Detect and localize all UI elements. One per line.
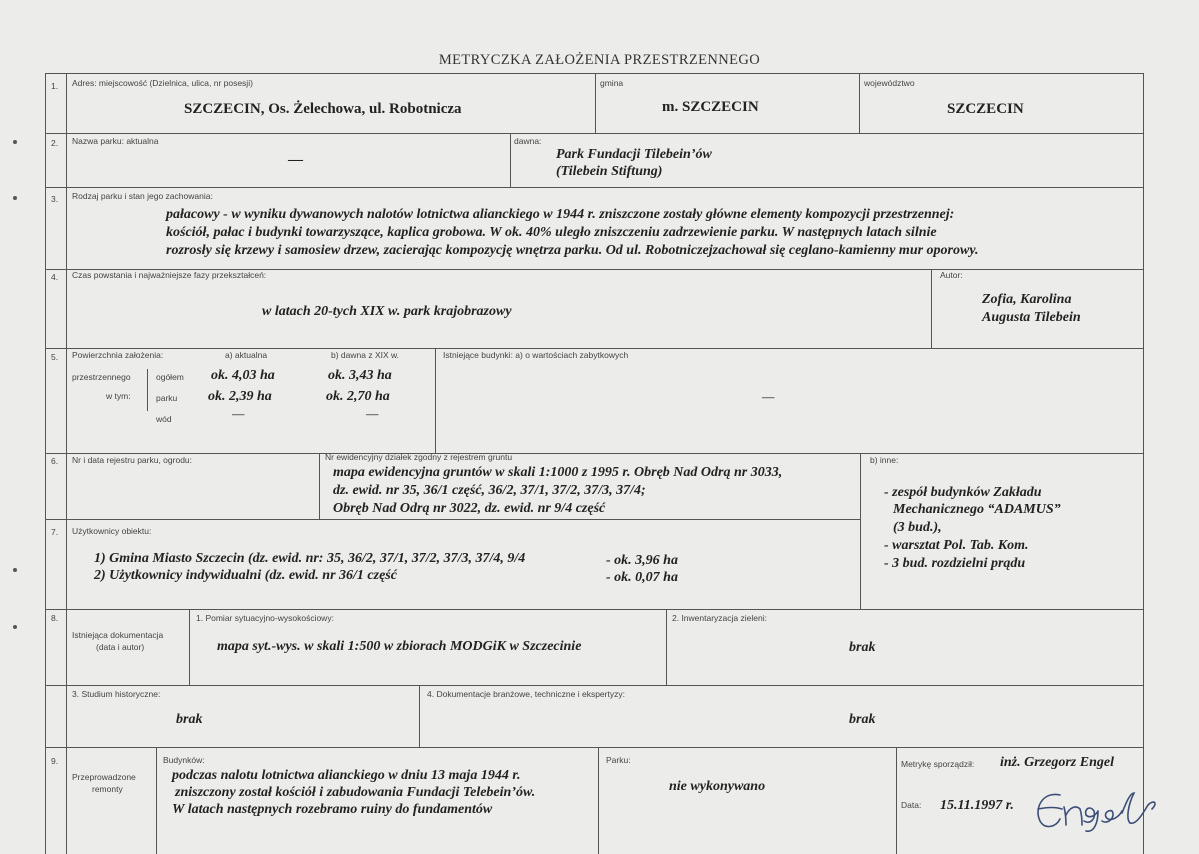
expert-docs-label: 4. Dokumentacje branżowe, techniczne i ekspertyzy:	[427, 689, 625, 699]
user-area: - ok. 3,96 ha	[606, 553, 678, 568]
park-renovation-label: Parku:	[606, 755, 631, 765]
area-total-current: ok. 4,03 ha	[211, 368, 275, 383]
park-condition-line: rozrosły się krzewy i samosiew drzew, zacierając kompozycję wnętrza parku. Od ul. Robotniczejzachował się ceglano-kamienny mur oporowy.	[166, 243, 979, 258]
section-number: 2.	[51, 138, 59, 148]
area-park-former: ok. 2,70 ha	[326, 389, 390, 404]
other-line: (3 bud.),	[893, 520, 942, 535]
other-line: - warsztat Pol. Tab. Kom.	[884, 538, 1029, 553]
section-number: 4.	[51, 272, 59, 282]
date-label: Data:	[901, 800, 922, 810]
document-title: METRYCZKA ZAŁOŻENIA PRZESTRZENNEGO	[438, 52, 761, 68]
signature-image	[1030, 785, 1168, 835]
prepared-by-label: Metrykę sporządził:	[901, 759, 975, 769]
area-bracket	[147, 369, 148, 411]
binding-hole	[13, 196, 17, 200]
user-line: 1) Gmina Miasto Szczecin (dz. ewid. nr: 35, 36/2, 37/1, 37/2, 37/3, 37/4, 9/4	[94, 551, 526, 566]
voivodeship-value: SZCZECIN	[947, 101, 1024, 117]
park-type-label: Rodzaj parku i stan jego zachowania:	[72, 191, 213, 201]
buildings-label: Istniejące budynki: a) o wartościach zabytkowych	[443, 350, 629, 360]
section-number: 5.	[51, 352, 59, 362]
area-current-header: a) aktualna	[225, 350, 268, 360]
greenery-value: brak	[849, 640, 876, 655]
address-label: Adres: miejscowość (Dzielnica, ulica, nr posesji)	[72, 78, 253, 88]
author-line: Zofia, Karolina	[982, 292, 1072, 307]
history-value: w latach 20-tych XIX w. park krajobrazowy	[262, 304, 512, 319]
area-label: Powierzchnia założenia:	[72, 350, 164, 360]
park-renovation-value: nie wykonywano	[669, 779, 766, 794]
cadastral-line: mapa ewidencyjna gruntów w skali 1:1000 z 1995 r. Obręb Nad Odrą nr 3033,	[333, 465, 783, 480]
section-number: 7.	[51, 527, 59, 537]
other-line: Mechanicznego “ADAMUS”	[893, 502, 1061, 517]
area-former-header: b) dawna z XIX w.	[331, 350, 400, 360]
cadastral-line: dz. ewid. nr 35, 36/1 część, 36/2, 37/1, 37/2, 37/3, 37/4;	[333, 483, 646, 498]
area-total-label: ogółem	[156, 372, 184, 382]
user-line: 2) Użytkownicy indywidualni (dz. ewid. nr 36/1 część	[94, 568, 397, 583]
renovations-label: Przeprowadzone	[72, 772, 136, 782]
section-number: 1.	[51, 81, 59, 91]
cadastral-line: Obręb Nad Odrą nr 3022, dz. ewid. nr 9/4 część	[333, 501, 606, 516]
binding-hole	[13, 625, 17, 629]
section-number: 6.	[51, 456, 59, 466]
voivodeship-label: województwo	[864, 78, 915, 88]
register-label: Nr i data rejestru parku, ogrodu:	[72, 455, 193, 465]
prepared-by-value: inż. Grzegorz Engel	[1000, 755, 1114, 770]
former-name-line: (Tilebein Stiftung)	[556, 164, 663, 179]
park-condition-line: pałacowy - w wyniku dywanowych nalotów lotnictwa alianckiego w 1944 r. zniszczone zostały główne elementy kompozycji przestrzennej:	[166, 207, 955, 222]
buildings-renovation-line: zniszczony został kościół i zabudowania Fundacji Telebein’ów.	[175, 785, 536, 800]
former-name-line: Park Fundacji Tilebein’ów	[556, 147, 712, 162]
other-line: - zespół budynków Zakładu	[884, 485, 1042, 500]
park-condition-line: kościół, pałac i budynki towarzyszące, kaplica grobowa. W ok. 40% uległo zniszczeniu zadrzewienie parku. W następnych latach silnie	[166, 225, 937, 240]
cadastral-label: Nr ewidencyjny działek zgodny z rejestrem gruntu	[325, 452, 513, 462]
gmina-value: m. SZCZECIN	[662, 99, 759, 115]
buildings-value: —	[762, 390, 775, 405]
park-name-label: Nazwa parku: aktualna	[72, 136, 159, 146]
user-area: - ok. 0,07 ha	[606, 570, 678, 585]
users-label: Użytkownicy obiektu:	[72, 526, 152, 536]
address-value: SZCZECIN, Os. Żelechowa, ul. Robotnicza	[184, 101, 462, 117]
binding-hole	[13, 140, 17, 144]
renovations-label: remonty	[92, 784, 123, 794]
documentation-label: (data i autor)	[96, 642, 145, 652]
expert-docs-value: brak	[849, 712, 876, 727]
history-label: Czas powstania i najważniejsze fazy przekształceń:	[72, 270, 267, 280]
historical-study-label: 3. Studium historyczne:	[72, 689, 161, 699]
area-total-former: ok. 3,43 ha	[328, 368, 392, 383]
greenery-label: 2. Inwentaryzacja zieleni:	[672, 613, 767, 623]
area-row-label: w tym:	[106, 391, 131, 401]
section-number: 9.	[51, 756, 59, 766]
area-water-former: —	[366, 407, 379, 422]
section-number: 8.	[51, 613, 59, 623]
historical-study-value: brak	[176, 712, 203, 727]
other-label: b) inne:	[870, 455, 899, 465]
area-park-label: parku	[156, 393, 178, 403]
buildings-renovation-line: podczas nalotu lotnictwa alianckiego w dniu 13 maja 1944 r.	[172, 768, 521, 783]
author-label: Autor:	[940, 270, 963, 280]
buildings-renovation-label: Budynków:	[163, 755, 205, 765]
area-park-current: ok. 2,39 ha	[208, 389, 272, 404]
gmina-label: gmina	[600, 78, 624, 88]
park-name-value: —	[288, 152, 303, 168]
section-number: 3.	[51, 194, 59, 204]
other-line: - 3 bud. rozdzielni prądu	[884, 556, 1026, 571]
former-name-label: dawna:	[514, 136, 542, 146]
survey-label: 1. Pomiar sytuacyjno-wysokościowy:	[196, 613, 334, 623]
survey-value: mapa syt.-wys. w skali 1:500 w zbiorach MODGiK w Szczecinie	[217, 639, 582, 654]
area-water-label: wód	[156, 414, 172, 424]
binding-hole	[13, 568, 17, 572]
documentation-label: Istniejąca dokumentacja	[72, 630, 164, 640]
author-line: Augusta Tilebein	[982, 310, 1081, 325]
area-row-label: przestrzennego	[72, 372, 131, 382]
buildings-renovation-line: W latach następnych rozebramo ruiny do fundamentów	[172, 802, 493, 817]
date-value: 15.11.1997 r.	[940, 798, 1014, 813]
area-water-current: —	[232, 407, 245, 422]
